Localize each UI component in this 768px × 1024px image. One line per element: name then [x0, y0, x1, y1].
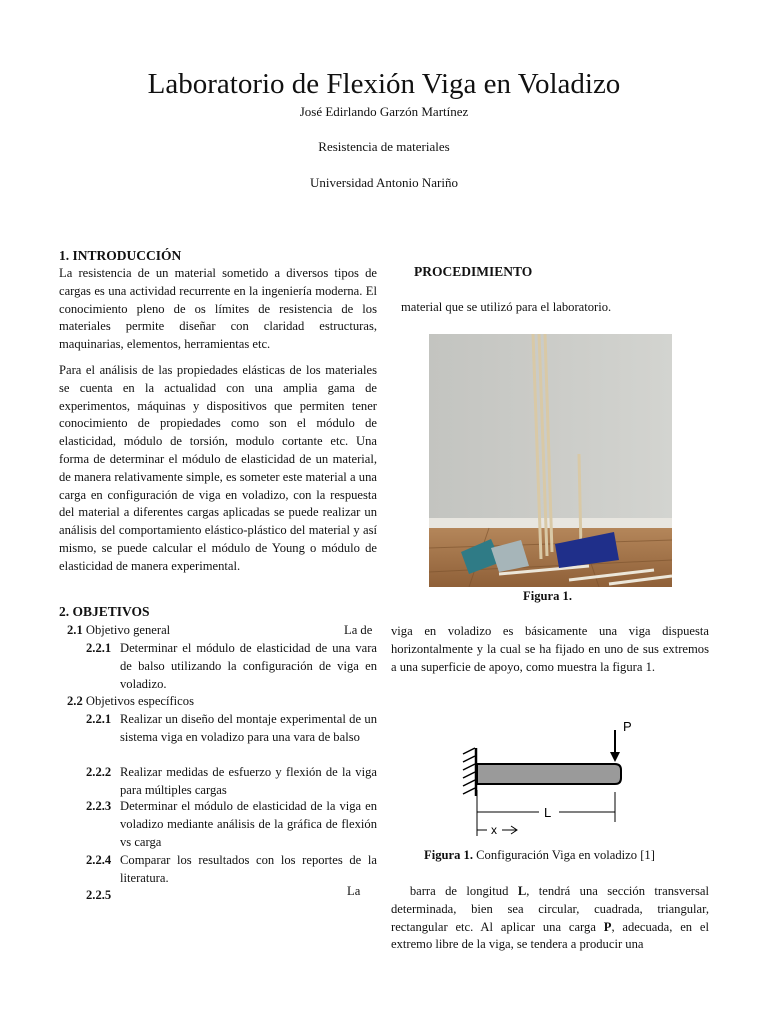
lab-materials-photo [429, 334, 672, 587]
item-number: 2.2.1 [86, 712, 112, 726]
stray-text-la-de: La de [344, 623, 373, 637]
specific-objectives-number: 2.2 [67, 694, 83, 708]
author-name: José Edirlando Garzón Martínez [299, 104, 469, 119]
item-number: 2.2.3 [86, 799, 112, 813]
item-number: 2.2.1 [86, 641, 112, 655]
item-text: Realizar un diseño del montaje experimental de un sistema viga en voladizo para una vara de balso [120, 712, 377, 744]
paper-title: Laboratorio de Flexión Viga en Voladizo [147, 68, 621, 100]
specific-objectives-text: Objetivos específicos [85, 694, 194, 708]
bar-text-2: , tendrá una sección transversal determinada, bien sea circular, cuadrada, triangular, rectangular etc. Al aplicar una carga [391, 884, 709, 934]
university-name: Universidad Antonio Nariño [309, 175, 459, 190]
item-number: 2.2.2 [86, 765, 112, 779]
stray-text-la: La [347, 884, 361, 898]
general-objective-number: 2.1 [67, 623, 83, 637]
item-number-last: 2.2.5 [86, 888, 112, 902]
bar-symbol-L: L [517, 884, 527, 898]
diagram-caption [424, 848, 655, 863]
load-arrowhead [610, 752, 620, 762]
label-x: x [491, 823, 497, 837]
label-P: P [623, 719, 632, 734]
procedure-heading: PROCEDIMIENTO [414, 264, 533, 279]
specific-objective-item [86, 711, 377, 765]
caption-label: Figura 1. [424, 848, 473, 862]
bar-text-3: , adecuada, en el extremo libre de la viga, se tendera a producir una [391, 919, 709, 952]
objectives-heading: 2. OBJETIVOS [59, 604, 150, 619]
photo-caption: Figura 1. [523, 589, 572, 603]
general-objective-item [86, 640, 377, 694]
procedure-intro-line: material que se utilizó para el laboratorio. [401, 300, 612, 314]
item-text: Determinar el módulo de elasticidad de la viga en voladizo mediante análisis de la gráfica de flexión vs carga [120, 799, 377, 849]
cantilever-diagram [455, 712, 645, 842]
item-text: Realizar medidas de esfuerzo y flexión de la viga para múltiples cargas [120, 765, 377, 797]
item-number: 2.2.4 [86, 853, 112, 867]
specific-objectives-label [67, 693, 367, 711]
specific-objective-item [86, 798, 377, 852]
label-L: L [544, 805, 552, 820]
intro-heading: 1. INTRODUCCIÓN [59, 248, 182, 263]
bar-symbol-P: P [603, 919, 612, 934]
specific-objective-item [86, 764, 377, 800]
specific-objective-item [86, 852, 377, 888]
bar-text-1: barra de longitud [409, 884, 518, 898]
course-name: Resistencia de materiales [318, 139, 450, 154]
general-objective-label [67, 622, 367, 640]
beam-description: viga en voladizo es básicamente una viga dispuesta horizontalmente y la cual se ha fijado en uno de sus extremos a una superficie de apoyo, como muestra la figura 1. [391, 624, 709, 674]
bar-description [391, 883, 709, 954]
intro-paragraph-1: La resistencia de un material sometido a diversos tipos de cargas es una actividad recurrente en la ingeniería moderna. El conocimiento pleno de os límites de resistencia de los materiales permite diseñar con claridad estructuras, maquinarias, elementos, herramientas etc. [59, 266, 377, 352]
photo-illustration [429, 334, 672, 587]
item-text: Comparar los resultados con los reportes de la literatura. [120, 853, 377, 885]
intro-paragraph-2: Para el análisis de las propiedades elásticas de los materiales se cuenta en la actualidad con una amplia gama de experimentos, máquinas y dispositivos que permiten tener conocimiento de propiedades como son el módulo de elasticidad, módulo de torsión, modulo cortante etc. Una forma de determinar el módulo de elasticidad de un material, de manera relativamente simple, es someter este material a una carga en configuración de viga en voladizo, con la respuesta del material a diferentes cargas aplicadas se puede realizar un análisis del comportamiento elástico-plástico del material y así mismo, se puede calcular el módulo de Young o módulo de elasticidad de manera experimental. [59, 363, 377, 573]
general-objective-text: Objetivo general [85, 623, 171, 637]
wall-hatching [463, 748, 475, 794]
caption-text: Configuración Viga en voladizo [1] [472, 848, 655, 862]
item-text: Determinar el módulo de elasticidad de una vara de balso utilizando la configuración de viga en voladizo. [120, 641, 377, 691]
beam [477, 764, 621, 784]
